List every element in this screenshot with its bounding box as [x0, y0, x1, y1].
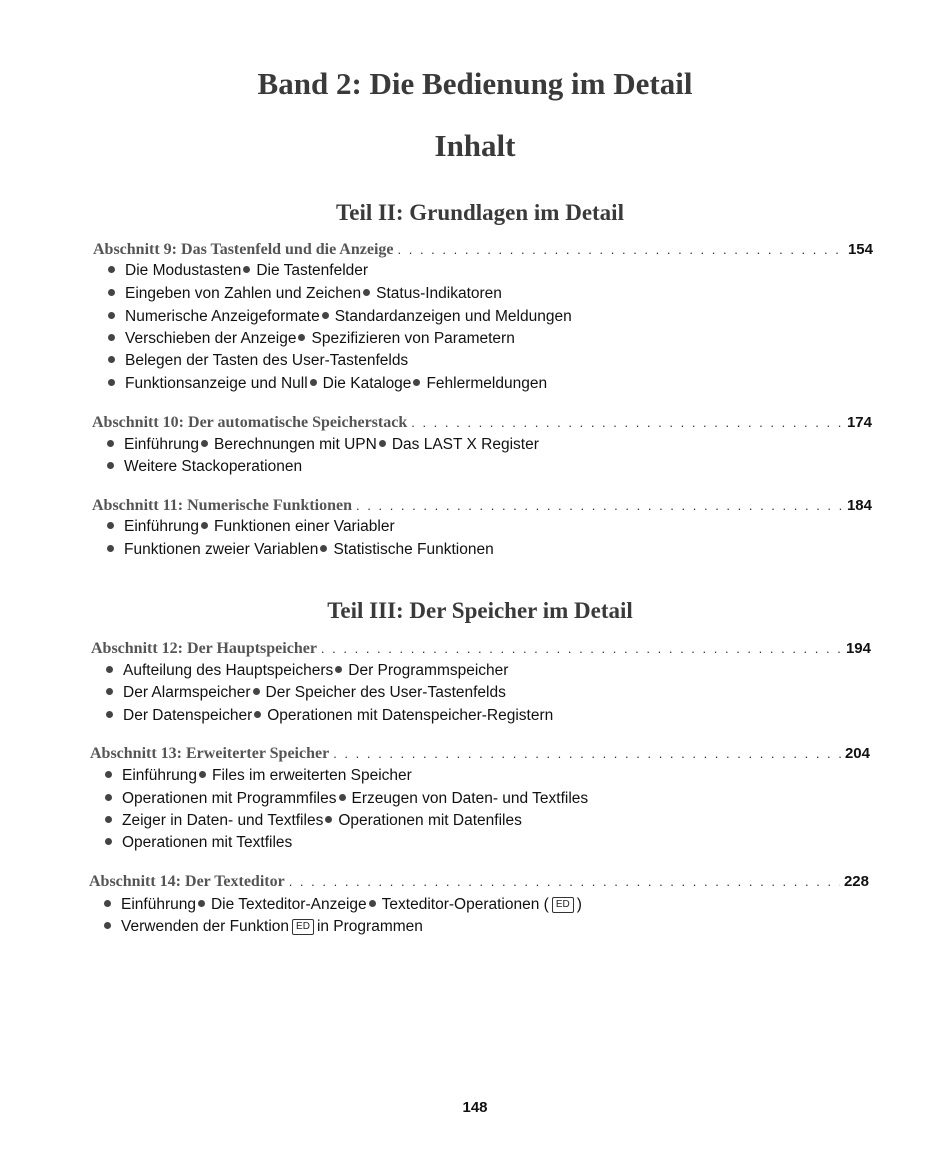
toc-line: [108, 308, 572, 326]
toc-item: Berechnungen mit UPN: [213, 436, 377, 453]
section-page: 228: [843, 873, 869, 890]
bullet-icon: [107, 545, 114, 552]
dot-leader: [398, 242, 844, 257]
bullet-icon: [107, 462, 114, 469]
toc-item: Der Alarmspeicher: [123, 684, 251, 701]
bullet-icon: [106, 666, 113, 673]
toc-item: Statistische Funktionen: [333, 541, 494, 558]
bullet-icon: [107, 522, 114, 529]
section-title: Abschnitt 14: Der Texteditor: [89, 873, 285, 890]
toc-line: [106, 684, 506, 702]
toc-line: [105, 834, 292, 852]
bullet-icon: [108, 266, 115, 273]
bullet-icon: [369, 900, 376, 907]
paren-close: ): [576, 896, 582, 913]
toc-item: Numerische Anzeigeformate: [125, 308, 320, 325]
toc-line: [106, 707, 553, 725]
toc-line: [108, 330, 515, 348]
bullet-icon: [104, 900, 111, 907]
toc-item: Verschieben der Anzeige: [125, 330, 297, 347]
section-title: Abschnitt 11: Numerische Funktionen: [92, 497, 353, 514]
bullet-icon: [201, 440, 208, 447]
toc-line: [108, 262, 368, 280]
bullet-icon: [363, 289, 370, 296]
toc-line: [107, 518, 395, 536]
section-page: 154: [847, 241, 873, 258]
section-title: Abschnitt 9: Das Tastenfeld und die Anzeige: [93, 241, 394, 258]
toc-item: Spezifizieren von Parametern: [311, 330, 515, 347]
toc-item: Die Modustasten: [125, 262, 242, 279]
bullet-icon: [106, 711, 113, 718]
toc-line: [107, 458, 302, 476]
toc-section: [90, 745, 870, 765]
toc-line: [105, 790, 588, 808]
section-page: 184: [846, 497, 872, 514]
bullet-icon: [325, 816, 332, 823]
toc-item: Das LAST X Register: [391, 436, 539, 453]
toc-item: Weitere Stackoperationen: [124, 458, 303, 475]
toc-item: Die Kataloge: [322, 375, 412, 392]
dot-leader: [289, 874, 840, 889]
bullet-icon: [105, 838, 112, 845]
toc-item: Die Texteditor-Anzeige: [210, 896, 367, 913]
part-heading: Teil II: Grundlagen im Detail: [336, 200, 624, 225]
toc-item: Zeiger in Daten- und Textfiles: [122, 812, 324, 829]
toc-item: in Programmen: [316, 918, 423, 935]
toc-line: [105, 767, 412, 785]
toc-item: Operationen mit Programmfiles: [122, 790, 337, 807]
bullet-icon: [106, 688, 113, 695]
toc-item: Funktionen einer Variabler: [213, 518, 395, 535]
dot-leader: [321, 641, 842, 656]
toc-section: [91, 640, 871, 660]
bullet-icon: [108, 379, 115, 386]
toc-item: Operationen mit Datenspeicher-Registern: [267, 707, 554, 724]
bullet-icon: [339, 794, 346, 801]
toc-item: Die Tastenfelder: [256, 262, 369, 279]
section-page: 204: [844, 745, 870, 762]
toc-item: Funktionsanzeige und Null: [125, 375, 308, 392]
toc-item: Der Datenspeicher: [123, 707, 253, 724]
toc-item: Eingeben von Zahlen und Zeichen: [125, 285, 362, 302]
bullet-icon: [243, 266, 250, 273]
toc-item: Der Speicher des User-Tastenfelds: [265, 684, 506, 701]
toc-item: Funktionen zweier Variablen: [124, 541, 319, 558]
contents-heading: Inhalt: [434, 128, 516, 163]
toc-line: [105, 812, 522, 830]
paren-open: (: [543, 896, 549, 913]
toc-line: [108, 375, 547, 393]
page-number: 148: [462, 1099, 488, 1116]
toc-item: Einführung: [121, 896, 196, 913]
toc-item: Operationen mit Datenfiles: [338, 812, 522, 829]
bullet-icon: [105, 771, 112, 778]
bullet-icon: [107, 440, 114, 447]
section-page: 174: [846, 414, 872, 431]
dot-leader: [333, 746, 841, 761]
section-title: Abschnitt 12: Der Hauptspeicher: [91, 640, 317, 657]
toc-section: [92, 497, 872, 517]
toc-item: Files im erweiterten Speicher: [211, 767, 412, 784]
bullet-icon: [320, 545, 327, 552]
dot-leader: [411, 415, 843, 430]
toc-line: [108, 352, 408, 370]
toc-line: [104, 918, 423, 936]
bullet-icon: [413, 379, 420, 386]
toc-line: [104, 896, 582, 914]
dot-leader: [356, 498, 843, 513]
bullet-icon: [108, 356, 115, 363]
bullet-icon: [254, 711, 261, 718]
bullet-icon: [104, 922, 111, 929]
section-page: 194: [845, 640, 871, 657]
bullet-icon: [253, 688, 260, 695]
toc-line: [106, 662, 508, 680]
bullet-icon: [105, 816, 112, 823]
toc-item: Einführung: [124, 518, 199, 535]
bullet-icon: [310, 379, 317, 386]
toc-item: Einführung: [124, 436, 199, 453]
toc-item: Der Programmspeicher: [348, 662, 509, 679]
toc-item: Texteditor-Operationen: [381, 896, 540, 913]
toc-section: [92, 414, 872, 434]
part-heading: Teil III: Der Speicher im Detail: [327, 598, 633, 623]
toc-line: [107, 436, 539, 454]
ed-key-icon: ED: [292, 919, 314, 935]
bullet-icon: [335, 666, 342, 673]
bullet-icon: [198, 900, 205, 907]
toc-item: Verwenden der Funktion: [121, 918, 290, 935]
bullet-icon: [108, 289, 115, 296]
bullet-icon: [108, 334, 115, 341]
toc-item: Operationen mit Textfiles: [122, 834, 293, 851]
toc-section: [89, 873, 869, 893]
bullet-icon: [199, 771, 206, 778]
bullet-icon: [201, 522, 208, 529]
toc-item: Erzeugen von Daten- und Textfiles: [351, 790, 589, 807]
section-title: Abschnitt 10: Der automatische Speicherstack: [92, 414, 408, 431]
toc-item: Belegen der Tasten des User-Tastenfelds: [125, 352, 409, 369]
bullet-icon: [298, 334, 305, 341]
toc-item: Status-Indikatoren: [376, 285, 502, 302]
toc-item: Fehlermeldungen: [426, 375, 548, 392]
volume-title: Band 2: Die Bedienung im Detail: [257, 66, 693, 101]
ed-key-icon: ED: [552, 897, 574, 913]
bullet-icon: [379, 440, 386, 447]
bullet-icon: [105, 794, 112, 801]
toc-item: Standardanzeigen und Meldungen: [334, 308, 572, 325]
toc-section: [93, 241, 873, 261]
bullet-icon: [322, 312, 329, 319]
section-title: Abschnitt 13: Erweiterter Speicher: [90, 745, 330, 762]
toc-line: [107, 541, 494, 559]
toc-line: [108, 285, 502, 303]
toc-item: Aufteilung des Hauptspeichers: [123, 662, 334, 679]
toc-item: Einführung: [122, 767, 197, 784]
bullet-icon: [108, 312, 115, 319]
